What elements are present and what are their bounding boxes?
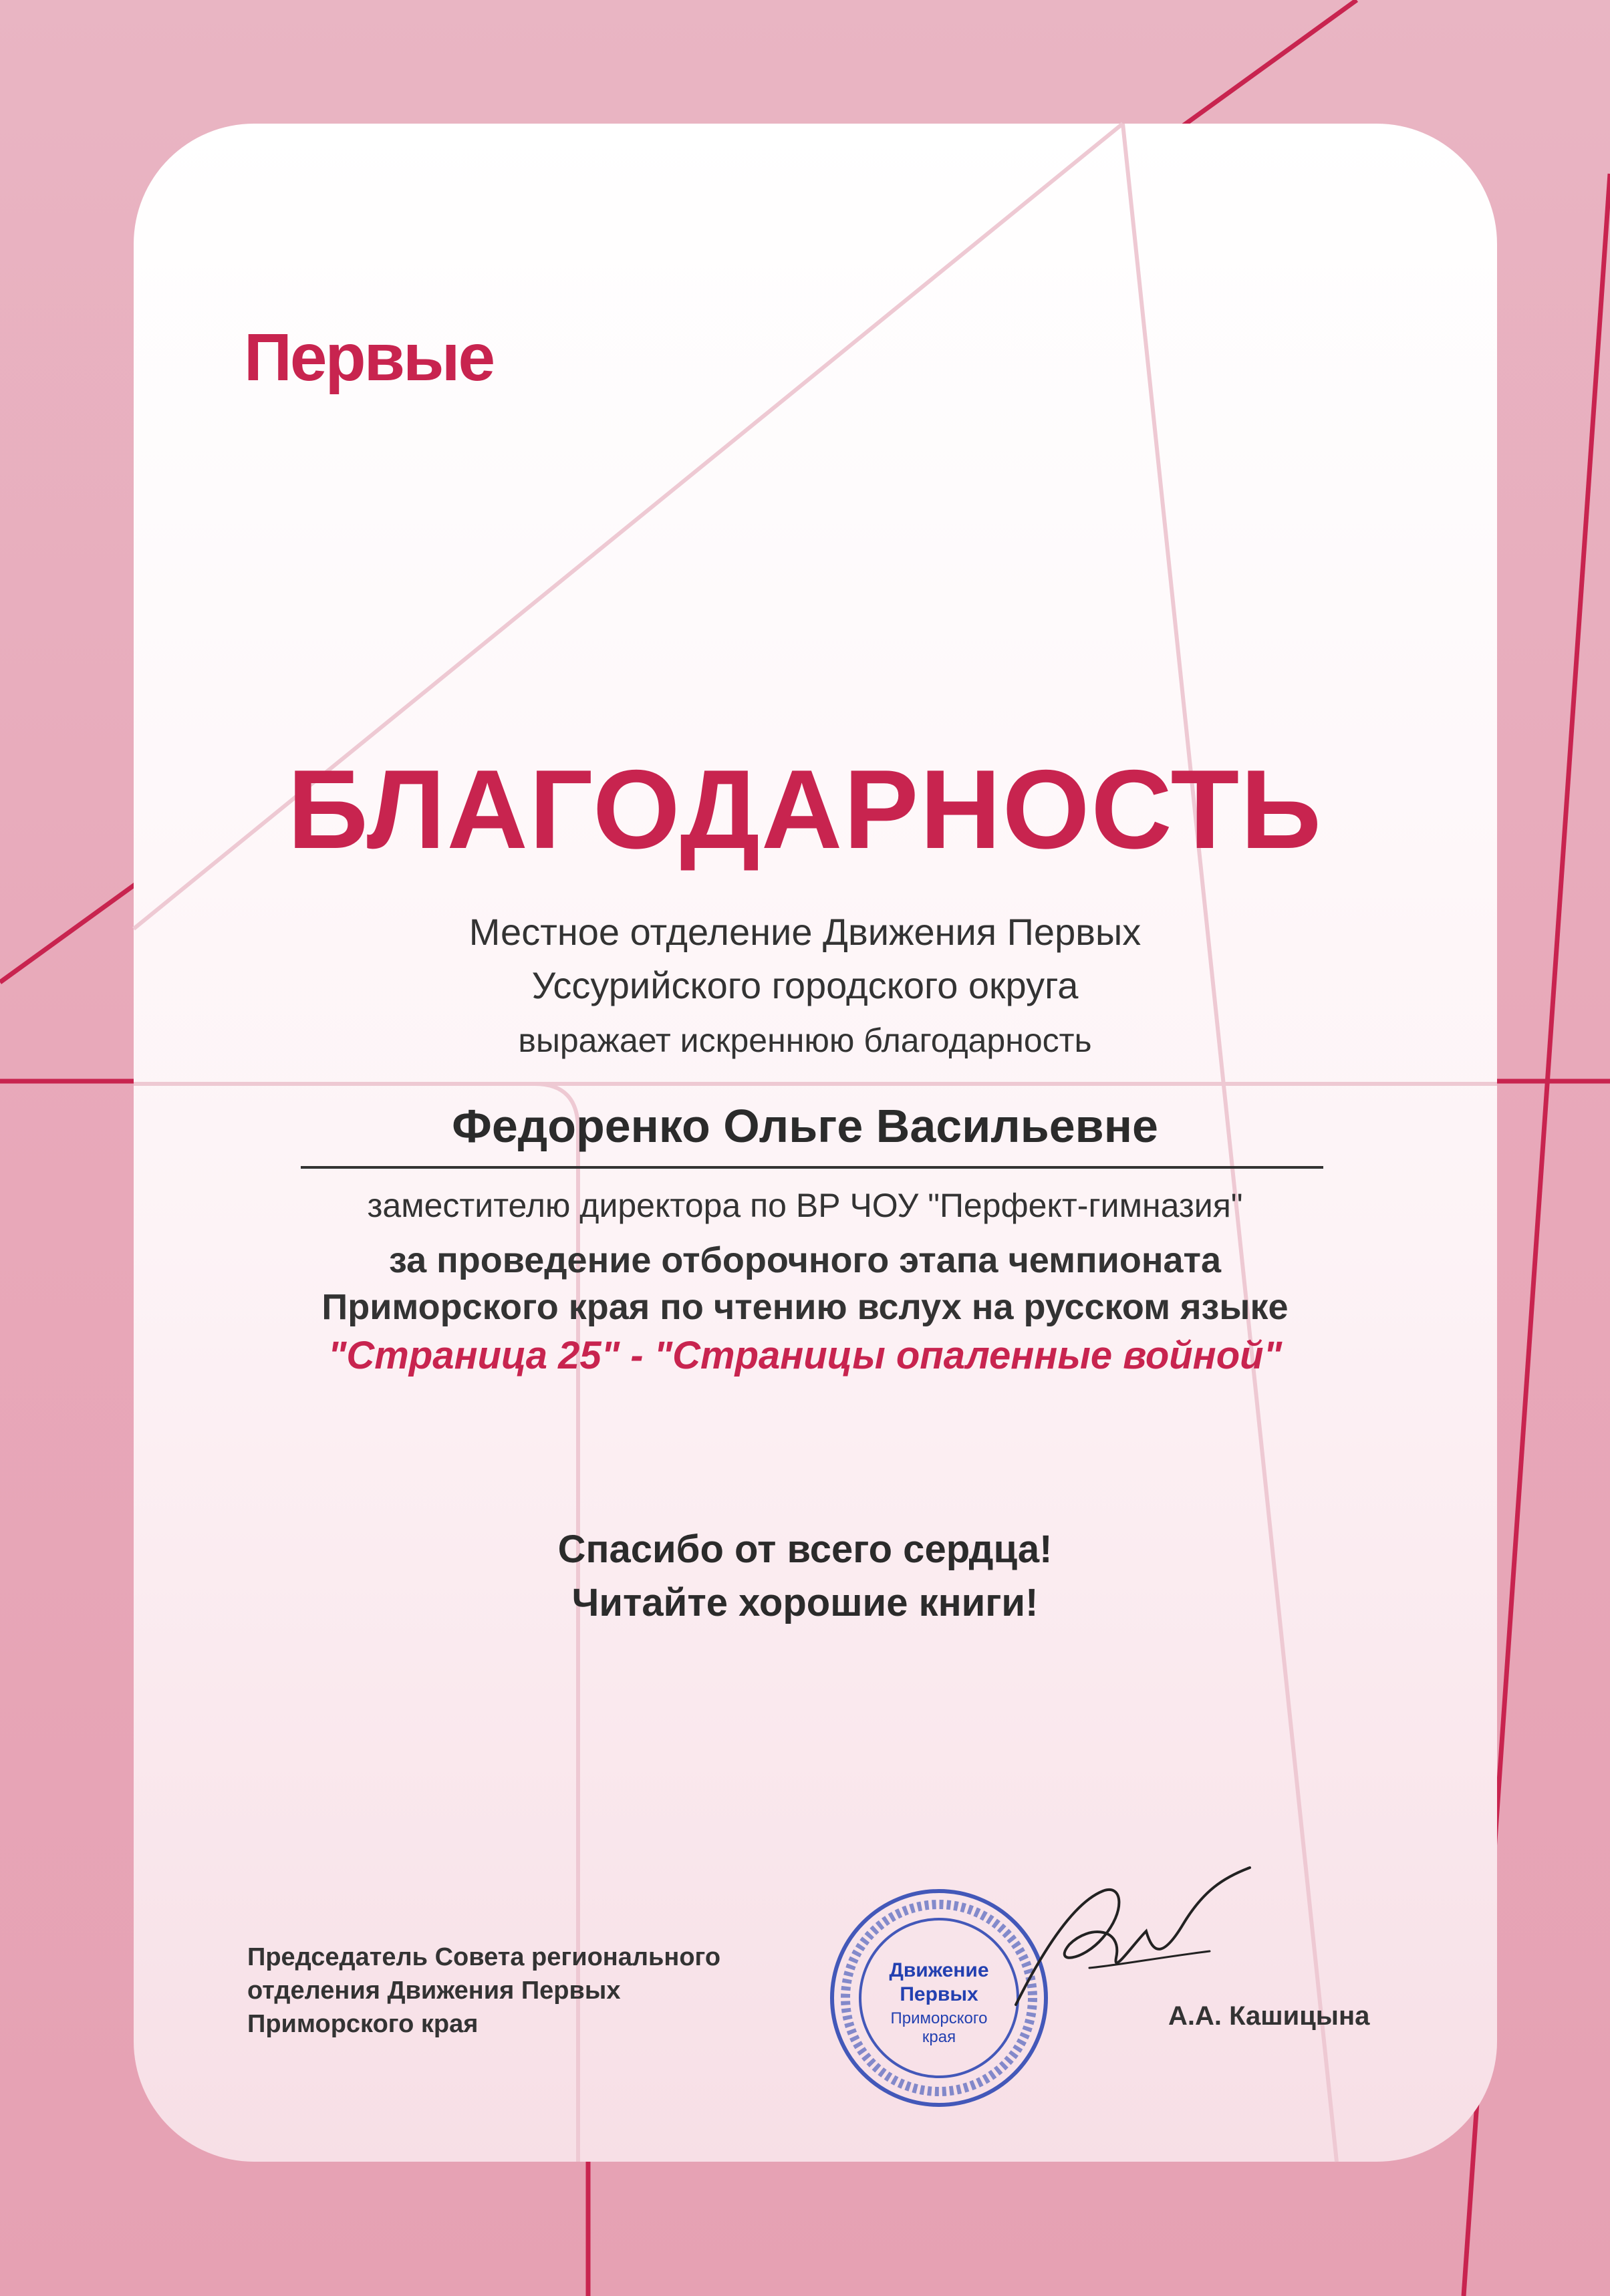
contest-name: "Страница 25" - "Страницы опаленные войной" [327, 1334, 1283, 1377]
stamp-text-1: Движение [889, 1959, 989, 1981]
brand-logo: Первые [244, 320, 494, 395]
closing-line-2: Читайте хорошие книги! [571, 1581, 1039, 1624]
gratitude-statement: выражает искреннюю благодарность [518, 1022, 1092, 1059]
organization-line-2: Уссурийского городского округа [531, 964, 1079, 1006]
organization-line-1: Местное отделение Движения Первых [468, 911, 1142, 953]
reason-line-1: за проведение отборочного этапа чемпионата [389, 1240, 1221, 1280]
stamp-text-2: Первых [900, 1983, 978, 2005]
reason-line-2: Приморского края по чтению вслух на русском языке [321, 1287, 1289, 1327]
handwritten-signature [989, 1864, 1256, 2025]
name-underline [301, 1166, 1323, 1169]
certificate-title: БЛАГОДАРНОСТЬ [287, 746, 1323, 872]
recipient-name: Федоренко Ольге Васильевне [452, 1100, 1158, 1152]
stamp-text-4: края [922, 2028, 956, 2046]
signatory-name: А.А. Кашицына [1168, 2001, 1370, 2031]
signer-title-line-3: Приморского края [247, 2010, 479, 2038]
closing-line-1: Спасибо от всего сердца! [557, 1528, 1053, 1571]
signer-title-line-1: Председатель Совета регионального [247, 1943, 721, 1971]
stamp-text-3: Приморского [890, 2009, 988, 2027]
signer-title-line-2: отделения Движения Первых [247, 1977, 621, 2005]
recipient-position: заместителю директора по ВР ЧОУ "Перфект-гимназия" [367, 1187, 1243, 1224]
